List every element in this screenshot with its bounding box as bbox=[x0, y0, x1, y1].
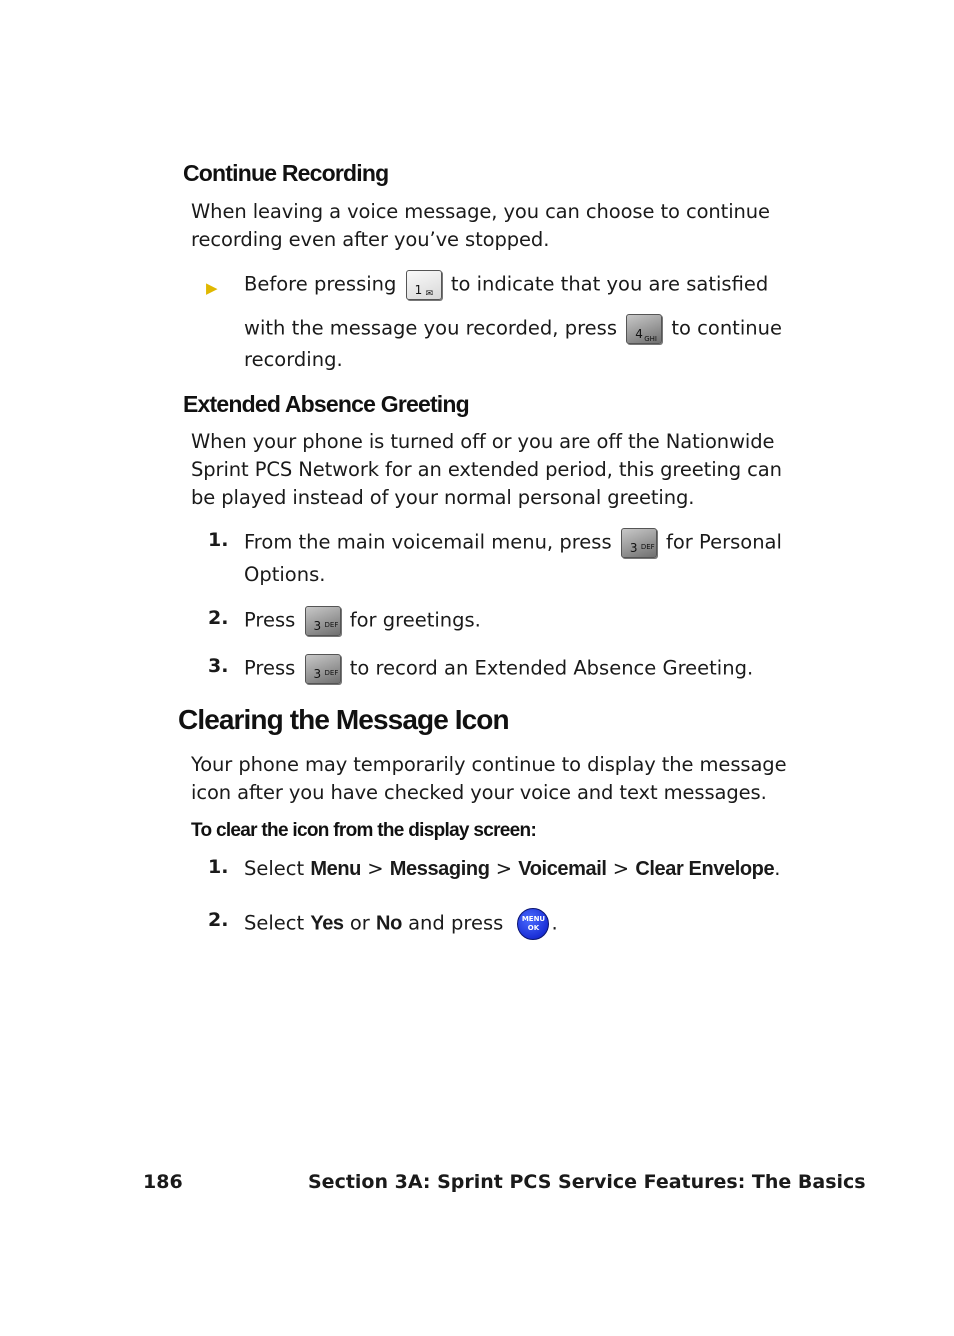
section-title: Section 3A: Sprint PCS Service Features: The Basics bbox=[308, 1171, 866, 1193]
step-number: 2. bbox=[208, 909, 229, 931]
continue-recording-heading: Continue Recording bbox=[183, 160, 389, 186]
key-digit: 3 bbox=[313, 667, 322, 681]
bullet-line-2 bbox=[244, 314, 782, 344]
continue-recording-paragraph bbox=[191, 198, 831, 254]
bullet-text: with the message you recorded, press bbox=[244, 316, 617, 340]
period: . bbox=[774, 857, 781, 880]
page-number: 186 bbox=[143, 1171, 183, 1193]
step-text: Options. bbox=[244, 563, 326, 586]
key-1-envelope-icon bbox=[406, 270, 442, 300]
clear-step-2-line bbox=[244, 908, 558, 940]
bullet-text: Before pressing bbox=[244, 272, 397, 296]
bullet-text: to indicate that you are satisfied bbox=[450, 272, 769, 296]
step-number: 2. bbox=[208, 607, 229, 629]
paragraph-line: icon after you have checked your voice and text messages. bbox=[191, 781, 767, 804]
key-3-def-icon bbox=[621, 528, 657, 558]
separator: > bbox=[367, 857, 384, 880]
step-text: Select bbox=[244, 911, 305, 935]
extended-absence-paragraph bbox=[191, 428, 831, 512]
key-digit: 3 bbox=[629, 541, 638, 555]
key-letters: DEF bbox=[324, 621, 339, 629]
envelope-icon: ✉ bbox=[425, 289, 434, 299]
clearing-paragraph bbox=[191, 751, 831, 807]
menu-label: Menu bbox=[310, 858, 361, 880]
key-letters: DEF bbox=[324, 669, 339, 677]
step-number: 1. bbox=[208, 856, 229, 878]
clearing-heading: Clearing the Message Icon bbox=[178, 704, 509, 735]
step-text: Press bbox=[244, 656, 296, 680]
key-bottom-label: OK bbox=[527, 924, 540, 932]
paragraph-line: When your phone is turned off or you are off the Nationwide bbox=[191, 430, 775, 453]
no-label: No bbox=[376, 912, 402, 935]
step-number: 1. bbox=[208, 529, 229, 551]
step-text: and press bbox=[408, 911, 504, 935]
bullet-arrow-icon: ▶ bbox=[206, 279, 218, 297]
key-3-def-icon bbox=[305, 606, 341, 636]
step-text: Press bbox=[244, 608, 296, 632]
paragraph-line: When leaving a voice message, you can choose to continue bbox=[191, 200, 770, 223]
key-digit: 3 bbox=[313, 619, 322, 633]
extended-absence-heading: Extended Absence Greeting bbox=[183, 391, 469, 417]
step-3-line bbox=[244, 654, 753, 684]
separator: > bbox=[495, 857, 513, 880]
step-text: Select bbox=[244, 857, 305, 880]
step-text: for Personal bbox=[666, 530, 782, 554]
key-3-def-icon bbox=[305, 654, 341, 684]
clear-envelope-label: Clear Envelope bbox=[635, 858, 775, 880]
paragraph-line: Your phone may temporarily continue to display the message bbox=[191, 753, 787, 776]
step-text: for greetings. bbox=[349, 608, 481, 632]
paragraph-line: be played instead of your normal personal greeting. bbox=[191, 486, 695, 509]
separator: > bbox=[612, 857, 630, 880]
voicemail-label: Voicemail bbox=[518, 858, 607, 880]
step-1-line bbox=[244, 528, 782, 558]
paragraph-line: recording even after you’ve stopped. bbox=[191, 228, 550, 251]
key-top-label: MENU bbox=[521, 915, 546, 923]
clearing-subheading: To clear the icon from the display screen: bbox=[191, 820, 537, 841]
key-digit: 4 bbox=[635, 327, 643, 341]
step-text: to record an Extended Absence Greeting. bbox=[349, 656, 754, 680]
period: . bbox=[551, 911, 558, 935]
key-letters: DEF bbox=[640, 543, 655, 551]
yes-label: Yes bbox=[310, 912, 344, 935]
bullet-line-1 bbox=[244, 270, 768, 300]
step-text: From the main voicemail menu, press bbox=[244, 530, 612, 554]
key-letters: GHI bbox=[644, 335, 657, 343]
clear-step-1-line bbox=[244, 855, 780, 883]
bullet-text: recording. bbox=[244, 348, 343, 371]
key-digit: 1 bbox=[414, 283, 423, 297]
bullet-text: to continue bbox=[671, 316, 782, 340]
key-4-ghi-icon bbox=[626, 314, 662, 344]
step-text: or bbox=[349, 911, 370, 935]
step-2-line bbox=[244, 606, 481, 636]
paragraph-line: Sprint PCS Network for an extended period, this greeting can bbox=[191, 458, 782, 481]
menu-ok-key-icon bbox=[517, 908, 549, 940]
messaging-label: Messaging bbox=[389, 858, 490, 880]
step-number: 3. bbox=[208, 655, 229, 677]
